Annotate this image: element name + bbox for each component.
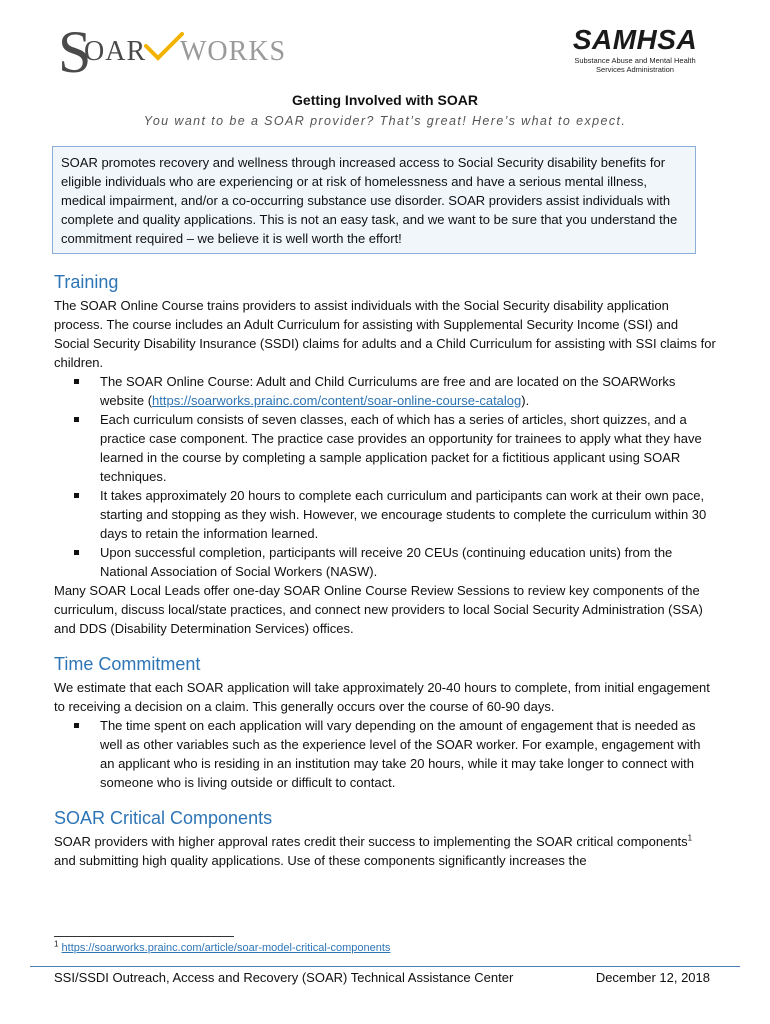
- list-item-text: The time spent on each application will vary depending on the amount of engagement that is needed as well as other variables such as the experience level of the SOAR worker. For example, engagement with an applicant who is residing in an institution may take 20 hours, while it may take longer to connect with someone who is living outside or difficult to contact.: [100, 718, 701, 790]
- footnote-ref[interactable]: 1: [687, 833, 693, 843]
- intro-box: [52, 146, 696, 254]
- list-item-text: Each curriculum consists of seven classes, each of which has a series of articles, short quizzes, and a practice case component. The practice case provides an opportunity for trainees to apply what they have learned in the course by completing a sample application packet for a fictitious applicant using SOAR techniques.: [100, 412, 702, 484]
- samhsa-subtitle-1: Substance Abuse and Mental Health: [574, 56, 696, 65]
- course-catalog-link[interactable]: https://soarworks.prainc.com/content/soar-online-course-catalog: [152, 393, 522, 408]
- footer-organization: SSI/SSDI Outreach, Access and Recovery (SOAR) Technical Assistance Center: [54, 970, 514, 985]
- time-commitment-section: [54, 678, 716, 792]
- samhsa-logo: [560, 26, 710, 86]
- critical-paragraph: [54, 832, 716, 870]
- critical-text-end: and submitting high quality applications. Use of these components significantly increases the: [54, 853, 587, 868]
- list-item: [54, 543, 716, 581]
- footer-divider: [30, 966, 740, 967]
- list-item: [54, 716, 716, 792]
- list-item-text-end: ).: [521, 393, 530, 408]
- training-paragraph: The SOAR Online Course trains providers to assist individuals with the Social Security disability application process. The course includes an Adult Curriculum for assisting with Supplemental Security Income (SSI) and Social Security Disability Insurance (SSDI) claims for adults and a Child Curriculum for assisting with SSI claims for children.: [54, 298, 716, 370]
- training-list: [54, 372, 716, 581]
- list-item: [54, 486, 716, 543]
- list-item: [54, 372, 716, 410]
- square-bullet-icon: [74, 550, 79, 555]
- footnote-link[interactable]: https://soarworks.prainc.com/article/soar-model-critical-components: [61, 942, 391, 954]
- critical-components-heading: SOAR Critical Components: [54, 808, 273, 828]
- list-item-text: It takes approximately 20 hours to complete each curriculum and participants can work at their own pace, starting and stopping as they wish. However, we encourage students to complete the curriculum within 30 days to retain the information learned.: [100, 488, 707, 541]
- square-bullet-icon: [74, 493, 79, 498]
- list-item-text: Upon successful completion, participants will receive 20 CEUs (continuing education units) from the National Association of Social Workers (NASW).: [100, 545, 673, 579]
- square-bullet-icon: [74, 417, 79, 422]
- page-subtitle: You want to be a SOAR provider? That’s great! Here’s what to expect.: [143, 114, 627, 128]
- page-title: Getting Involved with SOAR: [292, 92, 478, 108]
- logo-checkmark-icon: [144, 32, 184, 62]
- soarworks-logo: [58, 19, 287, 90]
- list-item: [54, 410, 716, 486]
- footnote-number: 1: [54, 939, 59, 949]
- logo-works-text: WORKS: [180, 36, 287, 67]
- square-bullet-icon: [74, 723, 79, 728]
- critical-text-start: SOAR providers with higher approval rates credit their success to implementing the SOAR critical components: [54, 834, 688, 849]
- footer-date: December 12, 2018: [595, 970, 710, 985]
- logo-oar-text: OAR: [84, 36, 147, 67]
- intro-text: SOAR promotes recovery and wellness through increased access to Social Security disability benefits for eligible individuals who are experiencing or at risk of homelessness and have a serious mental illness, medical impairment, and/or a co-occurring substance use disorder. SOAR providers assist individuals with complete and quality applications. This is not an easy task, and we want to be sure that you understand the commitment required – we believe it is well worth the effort!: [61, 155, 678, 246]
- samhsa-subtitle-2: Services Administration: [596, 64, 674, 74]
- samhsa-wordmark: SAMHSA: [572, 24, 698, 55]
- list-item-text: The SOAR Online Course: Adult and Child Curriculums are free and are located on the SOARWorks website (: [100, 374, 676, 408]
- time-paragraph: We estimate that each SOAR application will take approximately 20-40 hours to complete, from initial engagement to receiving a decision on a claim. This generally occurs over the course of 60-90 days.: [54, 680, 710, 714]
- footnote-divider: [54, 936, 234, 937]
- footnote: [54, 939, 391, 954]
- square-bullet-icon: [74, 379, 79, 384]
- training-paragraph-2: Many SOAR Local Leads offer one-day SOAR Online Course Review Sessions to review key components of the curriculum, discuss local/state practices, and connect new providers to local Social Security Administration (SSA) and DDS (Disability Determination Services) offices.: [54, 583, 703, 636]
- logo-s-letter: S: [58, 19, 92, 85]
- critical-components-section: [54, 832, 716, 870]
- training-heading: Training: [54, 272, 119, 292]
- time-commitment-heading: Time Commitment: [54, 654, 201, 674]
- time-list: [54, 716, 716, 792]
- training-section: [54, 296, 716, 638]
